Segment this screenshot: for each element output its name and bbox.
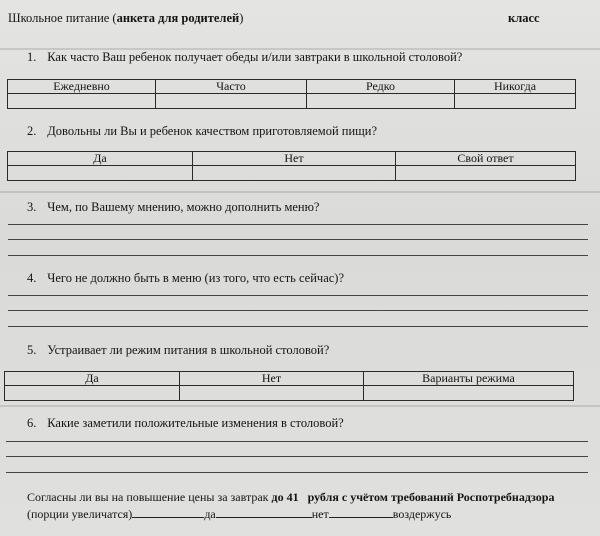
answer-line[interactable] — [6, 441, 588, 442]
answer-cell[interactable] — [180, 386, 364, 401]
answer-cell[interactable] — [8, 166, 193, 181]
answer-line[interactable] — [8, 224, 588, 225]
question-5: 5. Устраивает ли режим питания в школьной столовой? — [27, 343, 330, 357]
option-often: Часто — [156, 80, 307, 94]
answer-line[interactable] — [8, 239, 588, 240]
option-yes: Да — [5, 372, 180, 386]
answer-line[interactable] — [6, 456, 588, 457]
answer-cell[interactable] — [193, 166, 396, 181]
option-no-label: нет — [311, 507, 329, 521]
question-1-answer-table — [7, 79, 576, 109]
option-no: Нет — [193, 152, 396, 166]
answer-line[interactable] — [8, 295, 588, 296]
question-3: 3. Чем, по Вашему мнению, можно дополнить меню? — [27, 200, 320, 214]
option-rarely: Редко — [307, 80, 455, 94]
answer-line[interactable] — [6, 472, 588, 473]
question-2: 2. Довольны ли Вы и ребенок качеством приготовляемой пищи? — [27, 124, 378, 138]
answer-cell[interactable] — [5, 386, 180, 401]
answer-cell[interactable] — [307, 94, 455, 109]
option-no: Нет — [180, 372, 364, 386]
option-abstain-label: воздержусь — [392, 507, 452, 521]
question-2-answer-table — [7, 151, 576, 181]
answer-line[interactable] — [8, 310, 588, 311]
question-6: 6. Какие заметили положительные изменения в столовой? — [27, 416, 344, 430]
answer-cell[interactable] — [455, 94, 576, 109]
option-never: Никогда — [455, 80, 576, 94]
option-yes-label: да — [204, 507, 216, 521]
answer-cell[interactable] — [8, 94, 156, 109]
class-label: класс — [508, 11, 540, 25]
option-own-answer: Свой ответ — [396, 152, 576, 166]
paper-fold — [0, 191, 600, 193]
answer-blank[interactable] — [216, 506, 312, 518]
answer-blank[interactable] — [132, 506, 204, 518]
page-title: Школьное питание (анкета для родителей) — [8, 11, 244, 25]
paper-fold — [0, 405, 600, 407]
answer-cell[interactable] — [364, 386, 574, 401]
question-1: 1. Как часто Ваш ребенок получает обеды и/или завтраки в школьной столовой? — [27, 50, 463, 64]
question-4: 4. Чего не должно быть в меню (из того, что есть сейчас)? — [27, 271, 345, 285]
price-increase-options: (порции увеличатся) да нет воздержусь — [27, 507, 452, 521]
answer-blank[interactable] — [329, 506, 393, 518]
question-5-answer-table — [4, 371, 574, 401]
answer-cell[interactable] — [156, 94, 307, 109]
option-yes: Да — [8, 152, 193, 166]
option-schedule-variants: Варианты режима — [364, 372, 574, 386]
option-daily: Ежедневно — [8, 80, 156, 94]
answer-line[interactable] — [8, 255, 588, 256]
answer-line[interactable] — [8, 326, 588, 327]
answer-cell[interactable] — [396, 166, 576, 181]
price-increase-question: Согласны ли вы на повышение цены за завтрак до 41 рубля с учётом требований Роспотребнадзора — [27, 490, 555, 504]
